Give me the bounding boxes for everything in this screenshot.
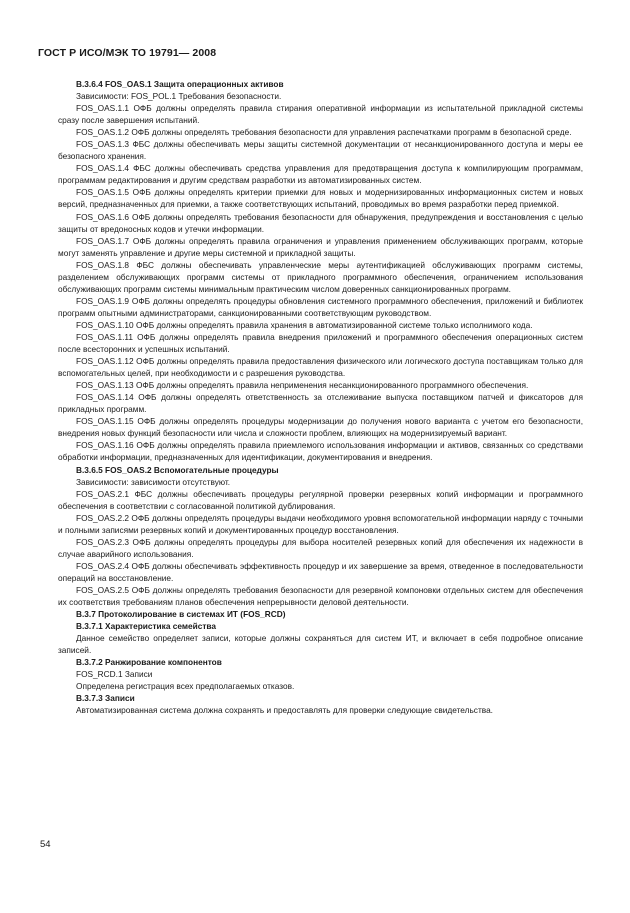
paragraph: FOS_OAS.2.4 ОФБ должны обеспечивать эффективность процедур и их завершение за время, отведенное в последовательности операций на восстановление. bbox=[58, 560, 583, 583]
paragraph: FOS_OAS.2.1 ФБС должны обеспечивать процедуры регулярной проверки резервных копий информации и программного обеспечения в соответствии с согласованной политикой дублирования. bbox=[58, 488, 583, 511]
paragraph: FOS_OAS.1.13 ОФБ должны определять правила неприменения несанкционированного программного обеспечения. bbox=[76, 380, 529, 391]
section-heading: B.3.7 Протоколирование в системах ИТ (FOS_RCD) bbox=[76, 609, 286, 620]
paragraph: Автоматизированная система должна сохранять и предоставлять для проверки следующие свидетельства. bbox=[76, 705, 493, 716]
document-body bbox=[58, 78, 583, 716]
paragraph: Определена регистрация всех предполагаемых отказов. bbox=[76, 681, 295, 692]
paragraph: FOS_OAS.1.8 ФБС должны обеспечивать управленческие меры аутентификацией обслуживающих программ системы, разделением обслуживающих программ системы от прикладного программного обеспечения, ограничением использования обслуживающих программ системы минимальным практическим числом доверенных санкционированных программ. bbox=[58, 259, 583, 294]
section-heading: B.3.7.1 Характеристика семейства bbox=[76, 621, 216, 632]
paragraph: FOS_OAS.1.5 ОФБ должны определять критерии приемки для новых и модернизированных информационных систем и новых версий, предназначенных для приемки, а также соответствующих испытаний, проводимых во время разработки перед приемкой. bbox=[58, 187, 583, 210]
paragraph: FOS_OAS.1.12 ОФБ должны определять правила предоставления физического или логического доступа поставщикам только для вспомогательных целей, при необходимости и с разрешения руководства. bbox=[58, 356, 583, 379]
paragraph: Зависимости: FOS_POL.1 Требования безопасности. bbox=[76, 91, 282, 102]
section-heading: B.3.7.3 Записи bbox=[76, 693, 135, 704]
paragraph: FOS_OAS.1.9 ОФБ должны определять процедуры обновления системного программного обеспечения, приложений и библиотек программ опытными администраторами, санкционированными соответствующим руководством. bbox=[58, 295, 583, 318]
section-heading: B.3.6.4 FOS_OAS.1 Защита операционных активов bbox=[76, 79, 284, 89]
paragraph: FOS_OAS.1.4 ФБС должны обеспечивать средства управления для предотвращения доступа к компилирующим программам, программам редактирования и другим средствам разработки из автоматизированных систем. bbox=[58, 163, 583, 186]
section-heading: B.3.7.2 Ранжирование компонентов bbox=[76, 657, 222, 668]
paragraph: FOS_OAS.1.1 ОФБ должны определять правила стирания оперативной информации из испытательной прикладной системы сразу после завершения испытаний. bbox=[58, 103, 583, 126]
paragraph: FOS_OAS.1.14 ОФБ должны определять ответственность за отслеживание выпуска поставщиком патчей и фиксаторов для прикладных программ. bbox=[58, 392, 583, 415]
page-number: 54 bbox=[40, 839, 51, 850]
paragraph: FOS_OAS.2.2 ОФБ должны определять процедуры выдачи необходимого уровня вспомогательной информации наряду с точными и полными записями резервных копий и документированных процедур восстановления. bbox=[58, 512, 583, 535]
paragraph: FOS_OAS.1.15 ОФБ должны определять процедуры модернизации до получения нового варианта с учетом его безопасности, внедрения новых функций безопасности или числа и сложности проблем, влияющих на модернизируемый вариант. bbox=[58, 416, 583, 439]
paragraph: FOS_OAS.1.6 ОФБ должны определять требования безопасности для обнаружения, предупреждения и восстановления с целью защиты от вредоносных кодов и утечки информации. bbox=[58, 211, 583, 234]
paragraph: Данное семейство определяет записи, которые должны сохраняться для систем ИТ, и включает в себя подробное описание записей. bbox=[58, 633, 583, 656]
paragraph: FOS_OAS.1.11 ОФБ должны определять правила внедрения приложений и программного обеспечения операционных систем после всесторонних и успешных испытаний. bbox=[58, 331, 583, 355]
section-heading: B.3.6.5 FOS_OAS.2 Вспомогательные процедуры bbox=[76, 464, 279, 475]
paragraph: FOS_OAS.1.16 ОФБ должны определять правила приемлемого использования информации и активов, связанных со средствами обработки информации, предназначенных для идентификации, документирования и внедрения. bbox=[58, 440, 583, 463]
paragraph: FOS_OAS.1.7 ОФБ должны определять правила ограничения и управления применением обслуживающих программ, которые могут заменять управление и другие меры системной и прикладной защиты. bbox=[58, 235, 583, 258]
paragraph: Зависимости: зависимости отсутствуют. bbox=[76, 476, 231, 487]
paragraph: FOS_OAS.1.3 ФБС должны обеспечивать меры защиты системной документации от несанкционированного доступа и меры ее безопасного хранения. bbox=[58, 139, 583, 162]
paragraph: FOS_RCD.1 Записи bbox=[76, 669, 153, 680]
paragraph: FOS_OAS.2.3 ОФБ должны определять процедуры для выбора носителей резервных копий для обеспечения их надежности в случае аварийного использования. bbox=[58, 536, 583, 559]
paragraph: FOS_OAS.1.10 ОФБ должны определять правила хранения в автоматизированной системе только исполнимого кода. bbox=[76, 319, 533, 330]
document-header: ГОСТ Р ИСО/МЭК ТО 19791— 2008 bbox=[38, 47, 217, 59]
paragraph: FOS_OAS.2.5 ОФБ должны определять требования безопасности для резервной компоновки отдельных систем для обеспечения их соответствия требованиям планов обеспечения непрерывности деловой деятельности. bbox=[58, 584, 583, 608]
paragraph: FOS_OAS.1.2 ОФБ должны определять требования безопасности для управления распечатками программ в безопасной среде. bbox=[76, 127, 572, 138]
